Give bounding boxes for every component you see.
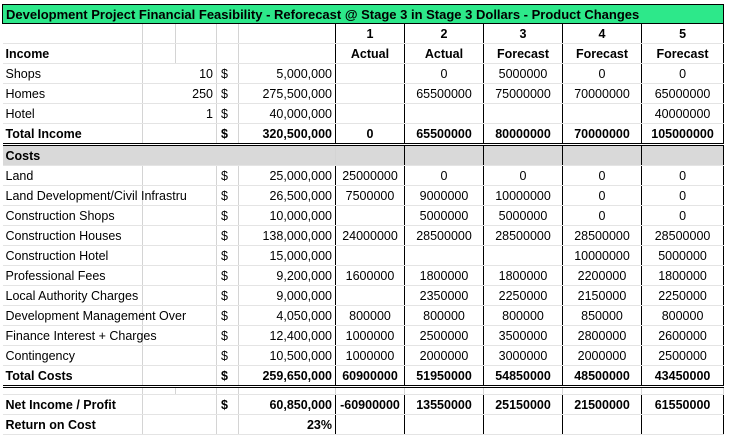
period-value-cell[interactable]: 0 [642, 186, 724, 206]
cost-row [3, 166, 724, 186]
currency-cell[interactable]: $ [217, 166, 239, 186]
quantity-cell[interactable]: 1 [143, 104, 217, 124]
period-value-cell[interactable]: 5000000 [484, 206, 563, 226]
income-row [3, 64, 724, 84]
period-type[interactable]: Forecast [642, 44, 724, 64]
cost-row [3, 226, 724, 246]
period-value-cell[interactable]: 28500000 [642, 226, 724, 246]
period-value-cell[interactable]: 0 [484, 166, 563, 186]
empty-cell[interactable] [217, 415, 239, 435]
period-value-cell[interactable]: 28500000 [405, 226, 484, 246]
total-cell[interactable]: 15,000,000 [239, 246, 336, 266]
period-value-cell[interactable]: 1000000 [336, 346, 405, 366]
currency-cell[interactable]: $ [217, 366, 239, 387]
period-value-cell[interactable]: 65000000 [642, 84, 724, 104]
period-number-row [3, 24, 724, 44]
period-value-cell[interactable]: 2500000 [405, 326, 484, 346]
currency-cell[interactable]: $ [217, 206, 239, 226]
return-on-cost-row [3, 415, 724, 435]
row-label[interactable]: Return on Cost [3, 415, 143, 435]
empty-cell[interactable] [563, 415, 642, 435]
total-cell[interactable]: 25,000,000 [239, 166, 336, 186]
empty-cell[interactable] [143, 346, 217, 366]
empty-cell[interactable] [143, 366, 217, 387]
cost-row [3, 266, 724, 286]
empty-cell[interactable] [405, 415, 484, 435]
total-costs-row [3, 366, 724, 387]
period-value-cell[interactable]: 2200000 [563, 266, 642, 286]
period-value-cell[interactable]: 65500000 [405, 84, 484, 104]
spreadsheet [2, 4, 723, 435]
empty-cell[interactable] [143, 246, 217, 266]
empty-cell[interactable] [143, 206, 217, 226]
period-value-cell[interactable]: 3000000 [484, 346, 563, 366]
period-value-cell[interactable]: 7500000 [336, 186, 405, 206]
period-value-cell[interactable] [484, 104, 563, 124]
period-value-cell[interactable]: 2350000 [405, 286, 484, 306]
empty-cell[interactable] [642, 145, 724, 166]
period-number[interactable]: 1 [336, 24, 405, 44]
period-value-cell[interactable]: 28500000 [484, 226, 563, 246]
period-value-cell[interactable] [336, 64, 405, 84]
empty-cell[interactable] [563, 145, 642, 166]
period-value-cell[interactable]: 800000 [336, 306, 405, 326]
return-on-cost-value[interactable]: 23% [239, 415, 336, 435]
period-value-cell[interactable]: 2250000 [642, 286, 724, 306]
empty-cell[interactable] [642, 387, 724, 395]
period-type[interactable]: Actual [405, 44, 484, 64]
row-label[interactable]: Construction Hotel [3, 246, 143, 266]
total-cell[interactable]: 259,650,000 [239, 366, 336, 387]
total-cell[interactable]: 320,500,000 [239, 124, 336, 145]
period-value-cell[interactable]: 28500000 [563, 226, 642, 246]
period-value-cell[interactable]: 2600000 [642, 326, 724, 346]
period-type[interactable]: Forecast [563, 44, 642, 64]
currency-cell[interactable]: $ [217, 286, 239, 306]
period-number[interactable]: 2 [405, 24, 484, 44]
empty-cell[interactable] [143, 266, 217, 286]
row-label[interactable]: Construction Houses [3, 226, 143, 246]
empty-cell[interactable] [3, 387, 143, 395]
total-cell[interactable]: 10,500,000 [239, 346, 336, 366]
period-value-cell[interactable]: 2000000 [563, 346, 642, 366]
cost-row [3, 206, 724, 226]
period-value-cell[interactable]: 1800000 [405, 266, 484, 286]
period-type-row [3, 44, 724, 64]
period-value-cell[interactable]: 0 [405, 64, 484, 84]
costs-header-row [3, 145, 724, 166]
period-value-cell[interactable]: 1600000 [336, 266, 405, 286]
period-value-cell[interactable]: 10000000 [563, 246, 642, 266]
period-value-cell[interactable]: 0 [642, 206, 724, 226]
cost-row [3, 186, 724, 206]
period-value-cell[interactable] [484, 246, 563, 266]
period-value-cell[interactable]: 800000 [405, 306, 484, 326]
cost-row [3, 246, 724, 266]
sheet-title[interactable]: Development Project Financial Feasibility - Reforecast @ Stage 3 in Stage 3 Dollars - Product Changes [3, 5, 724, 24]
row-label[interactable]: Hotel [3, 104, 143, 124]
empty-cell[interactable] [405, 387, 484, 395]
period-value-cell[interactable] [336, 84, 405, 104]
row-label[interactable]: Homes [3, 84, 143, 104]
period-value-cell[interactable]: -60900000 [336, 395, 405, 415]
period-number[interactable]: 5 [642, 24, 724, 44]
cost-row [3, 286, 724, 306]
period-value-cell[interactable]: 48500000 [563, 366, 642, 387]
currency-cell[interactable]: $ [217, 186, 239, 206]
currency-cell[interactable]: $ [217, 226, 239, 246]
empty-cell[interactable] [336, 145, 405, 166]
period-value-cell[interactable]: 2800000 [563, 326, 642, 346]
period-value-cell[interactable]: 25150000 [484, 395, 563, 415]
empty-cell[interactable] [563, 387, 642, 395]
period-value-cell[interactable]: 5000000 [405, 206, 484, 226]
period-value-cell[interactable]: 0 [642, 166, 724, 186]
row-label[interactable]: Land Development/Civil Infrastru [3, 186, 143, 206]
period-value-cell[interactable]: 24000000 [336, 226, 405, 246]
period-value-cell[interactable]: 0 [336, 124, 405, 145]
period-value-cell[interactable]: 0 [563, 64, 642, 84]
period-value-cell[interactable]: 61550000 [642, 395, 724, 415]
cost-row [3, 306, 724, 326]
quantity-cell[interactable]: 10 [143, 64, 217, 84]
currency-cell[interactable]: $ [217, 346, 239, 366]
period-value-cell[interactable]: 2250000 [484, 286, 563, 306]
period-value-cell[interactable] [405, 104, 484, 124]
total-cell[interactable]: 275,500,000 [239, 84, 336, 104]
period-value-cell[interactable]: 43450000 [642, 366, 724, 387]
currency-cell[interactable]: $ [217, 395, 239, 415]
total-income-row [3, 124, 724, 145]
total-cell[interactable]: 26,500,000 [239, 186, 336, 206]
total-cell[interactable]: 10,000,000 [239, 206, 336, 226]
period-value-cell[interactable]: 2150000 [563, 286, 642, 306]
total-cell[interactable]: 5,000,000 [239, 64, 336, 84]
row-label[interactable]: Professional Fees [3, 266, 143, 286]
empty-cell[interactable] [143, 226, 217, 246]
period-value-cell[interactable]: 0 [642, 64, 724, 84]
period-value-cell[interactable]: 800000 [642, 306, 724, 326]
total-cell[interactable]: 9,000,000 [239, 286, 336, 306]
period-value-cell[interactable]: 80000000 [484, 124, 563, 145]
period-value-cell[interactable]: 75000000 [484, 84, 563, 104]
empty-cell[interactable] [336, 387, 405, 395]
currency-cell[interactable]: $ [217, 306, 239, 326]
empty-cell[interactable] [143, 387, 176, 395]
period-value-cell[interactable] [336, 286, 405, 306]
period-value-cell[interactable]: 0 [563, 206, 642, 226]
period-value-cell[interactable] [336, 246, 405, 266]
row-label[interactable]: Total Costs [3, 366, 143, 387]
quantity-cell[interactable]: 250 [143, 84, 217, 104]
period-value-cell[interactable]: 800000 [484, 306, 563, 326]
empty-cell[interactable] [405, 145, 484, 166]
period-value-cell[interactable]: 0 [563, 166, 642, 186]
period-value-cell[interactable]: 51950000 [405, 366, 484, 387]
empty-cell[interactable] [143, 166, 217, 186]
income-row [3, 104, 724, 124]
total-cell[interactable]: 9,200,000 [239, 266, 336, 286]
period-value-cell[interactable]: 70000000 [563, 124, 642, 145]
row-label[interactable]: Total Income [3, 124, 143, 145]
row-label[interactable]: Contingency [3, 346, 143, 366]
period-value-cell[interactable]: 21500000 [563, 395, 642, 415]
total-cell[interactable]: 12,400,000 [239, 326, 336, 346]
period-value-cell[interactable]: 60900000 [336, 366, 405, 387]
row-label[interactable]: Net Income / Profit [3, 395, 143, 415]
empty-cell[interactable] [217, 387, 239, 395]
feasibility-table [2, 4, 724, 435]
empty-cell[interactable] [143, 395, 217, 415]
empty-cell[interactable] [176, 387, 217, 395]
period-value-cell[interactable]: 13550000 [405, 395, 484, 415]
period-value-cell[interactable]: 1800000 [642, 266, 724, 286]
total-cell[interactable]: 40,000,000 [239, 104, 336, 124]
empty-cell[interactable] [484, 415, 563, 435]
row-label[interactable]: Finance Interest + Charges [3, 326, 143, 346]
section-header[interactable]: Costs [3, 145, 336, 166]
period-value-cell[interactable]: 5000000 [642, 246, 724, 266]
row-label[interactable]: Construction Shops [3, 206, 143, 226]
total-cell[interactable]: 60,850,000 [239, 395, 336, 415]
period-value-cell[interactable]: 2000000 [405, 346, 484, 366]
cost-row [3, 346, 724, 366]
currency-cell[interactable]: $ [217, 64, 239, 84]
empty-cell[interactable] [484, 145, 563, 166]
empty-cell[interactable] [642, 415, 724, 435]
period-value-cell[interactable]: 40000000 [642, 104, 724, 124]
total-cell[interactable]: 138,000,000 [239, 226, 336, 246]
currency-cell[interactable]: $ [217, 104, 239, 124]
currency-cell[interactable]: $ [217, 246, 239, 266]
period-value-cell[interactable]: 105000000 [642, 124, 724, 145]
income-header[interactable]: Income [3, 44, 143, 64]
currency-cell[interactable]: $ [217, 326, 239, 346]
period-value-cell[interactable] [336, 104, 405, 124]
income-row [3, 84, 724, 104]
row-label[interactable]: Development Management Over [3, 306, 143, 326]
period-value-cell[interactable] [336, 206, 405, 226]
period-value-cell[interactable]: 54850000 [484, 366, 563, 387]
currency-cell[interactable]: $ [217, 124, 239, 145]
period-value-cell[interactable]: 65500000 [405, 124, 484, 145]
empty-cell[interactable] [336, 415, 405, 435]
empty-cell[interactable] [143, 124, 217, 145]
row-label[interactable]: Local Authority Charges [3, 286, 143, 306]
period-type[interactable]: Actual [336, 44, 405, 64]
period-value-cell[interactable]: 70000000 [563, 84, 642, 104]
empty-cell[interactable] [484, 387, 563, 395]
period-value-cell[interactable]: 0 [405, 166, 484, 186]
empty-cell[interactable] [143, 286, 217, 306]
spacer-row [3, 387, 724, 395]
period-value-cell[interactable]: 1800000 [484, 266, 563, 286]
period-value-cell[interactable] [405, 246, 484, 266]
period-value-cell[interactable]: 9000000 [405, 186, 484, 206]
period-value-cell[interactable] [563, 104, 642, 124]
period-value-cell[interactable]: 1000000 [336, 326, 405, 346]
period-number[interactable]: 4 [563, 24, 642, 44]
period-value-cell[interactable]: 3500000 [484, 326, 563, 346]
period-value-cell[interactable]: 850000 [563, 306, 642, 326]
currency-cell[interactable]: $ [217, 266, 239, 286]
period-value-cell[interactable]: 5000000 [484, 64, 563, 84]
period-number[interactable]: 3 [484, 24, 563, 44]
row-label[interactable]: Shops [3, 64, 143, 84]
row-label[interactable]: Land [3, 166, 143, 186]
total-cell[interactable]: 4,050,000 [239, 306, 336, 326]
period-type[interactable]: Forecast [484, 44, 563, 64]
currency-cell[interactable]: $ [217, 84, 239, 104]
empty-cell[interactable] [239, 387, 336, 395]
period-value-cell[interactable]: 0 [563, 186, 642, 206]
cost-row [3, 326, 724, 346]
net-income-row [3, 395, 724, 415]
empty-cell[interactable] [143, 415, 217, 435]
period-value-cell[interactable]: 2500000 [642, 346, 724, 366]
period-value-cell[interactable]: 10000000 [484, 186, 563, 206]
period-value-cell[interactable]: 25000000 [336, 166, 405, 186]
